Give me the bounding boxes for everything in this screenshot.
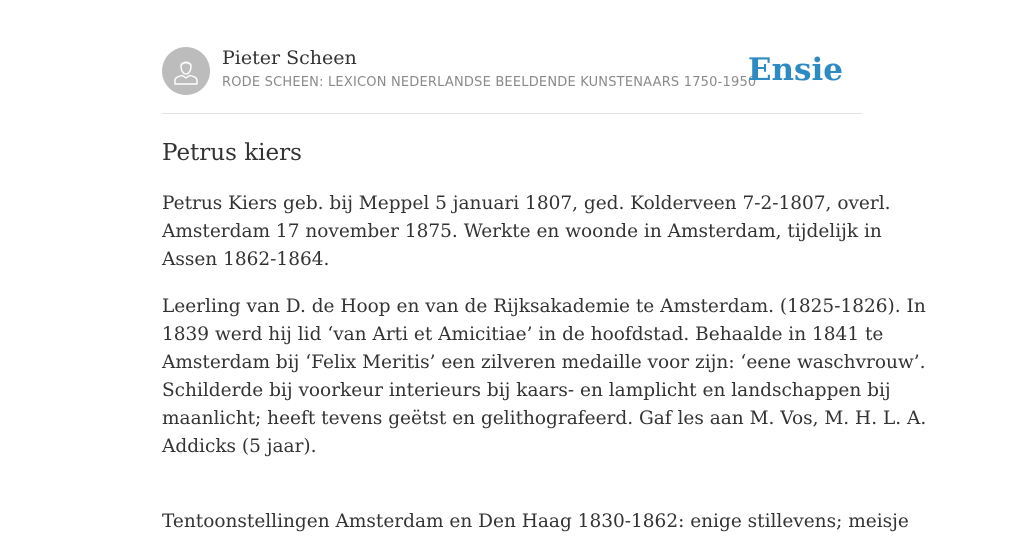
text-line: Leerling van D. de Hoop en van de Rijksakademie te Amsterdam. (1825-1826). In (162, 296, 926, 317)
paragraph-3 (162, 508, 909, 536)
text-line: Addicks (5 jaar). (162, 436, 317, 457)
text-line: Amsterdam 17 november 1875. Werkte en woonde in Amsterdam, tijdelijk in (162, 221, 882, 242)
header-divider (162, 113, 862, 114)
text-line: Amsterdam bij ‘Felix Meritis’ een zilveren medaille voor zijn: ‘eene waschvrouw’. (162, 352, 926, 373)
article-header (162, 46, 862, 96)
ensie-logo[interactable]: Ensie (747, 52, 843, 88)
text-line: 1839 werd hij lid ‘van Arti et Amicitiae’ in de hoofdstad. Behaalde in 1841 te (162, 324, 884, 345)
author-name[interactable]: Pieter Scheen (222, 47, 357, 69)
text-line: Schilderde bij voorkeur interieurs bij kaars- en lamplicht en landschappen bij (162, 380, 891, 401)
paragraph-spacer (162, 480, 872, 508)
text-line: Assen 1862-1864. (162, 249, 330, 270)
paragraph-1 (162, 190, 891, 274)
text-line: maanlicht; heeft tevens geëtst en gelithografeerd. Gaf les aan M. Vos, M. H. L. A. (162, 408, 927, 429)
text-line: Tentoonstellingen Amsterdam en Den Haag 1830-1862: enige stillevens; meisje (162, 511, 909, 532)
source-title[interactable]: RODE SCHEEN: LEXICON NEDERLANDSE BEELDENDE KUNSTENAARS 1750-1950 (222, 75, 757, 90)
paragraph-2 (162, 293, 927, 461)
user-avatar-icon[interactable] (162, 47, 210, 95)
article-title: Petrus kiers (162, 140, 302, 166)
article-body (162, 190, 927, 555)
text-line: Petrus Kiers geb. bij Meppel 5 januari 1807, ged. Kolderveen 7-2-1807, overl. (162, 193, 891, 214)
